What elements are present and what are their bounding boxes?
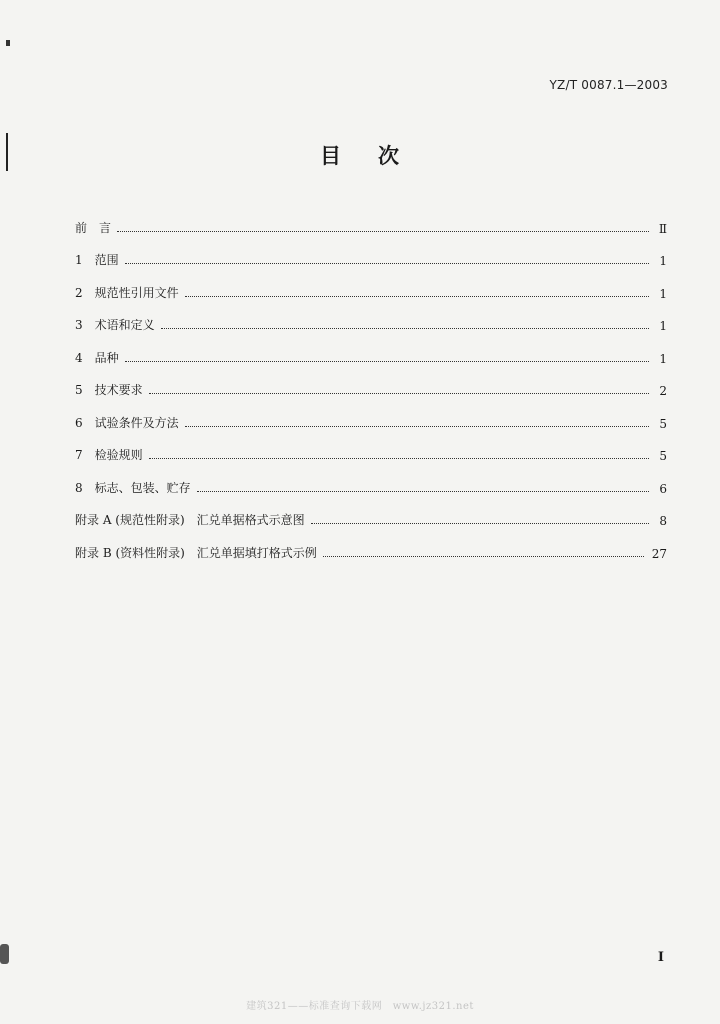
- toc-entry-scope[interactable]: [75, 236, 667, 269]
- toc-entry-foreword[interactable]: [75, 203, 667, 236]
- toc-entry-varieties[interactable]: [75, 333, 667, 366]
- scan-edge-tick: [6, 40, 10, 46]
- toc-entry-label: 1 范围: [75, 253, 119, 267]
- toc-dot-leader: [323, 555, 644, 557]
- page-title-char-2: 次: [378, 144, 400, 168]
- toc-entry-label: 2 规范性引用文件: [75, 285, 179, 300]
- toc-entry-page: 27: [651, 546, 667, 561]
- toc-entry-page: 1: [659, 286, 667, 301]
- toc-entry-label: 3 术语和定义: [75, 318, 155, 332]
- toc-dot-leader: [149, 392, 649, 394]
- toc-dot-leader: [185, 425, 649, 427]
- toc-dot-leader: [197, 490, 649, 492]
- standard-code: YZ/T 0087.1—2003: [549, 78, 668, 92]
- toc-entry-label: 附录 A (规范性附录) 汇兑单据格式示意图: [75, 513, 305, 527]
- toc-dot-leader: [125, 262, 649, 264]
- toc-entry-page: 8: [659, 514, 667, 528]
- toc-entry-inspection-rules[interactable]: [75, 431, 667, 464]
- toc-entry-marking-packaging[interactable]: [75, 463, 667, 496]
- toc-entry-page: 5: [659, 416, 667, 431]
- page-title-char-1: 目: [320, 144, 342, 168]
- toc-entry-technical-requirements[interactable]: [75, 366, 667, 399]
- toc-dot-leader: [149, 457, 649, 459]
- toc-entry-annex-a[interactable]: [75, 496, 667, 529]
- toc-entry-label: 7 检验规则: [75, 448, 143, 462]
- toc-dot-leader: [125, 360, 649, 362]
- toc-dot-leader: [311, 522, 649, 524]
- toc-entry-page: 1: [659, 351, 667, 366]
- toc-entry-page: 1: [659, 254, 667, 268]
- site-watermark: 建筑321——标准查询下载网 www.jz321.net: [246, 1001, 474, 1012]
- toc-entry-label: 6 试验条件及方法: [75, 415, 179, 430]
- toc-entry-annex-b[interactable]: [75, 528, 667, 561]
- toc-dot-leader: [185, 295, 649, 297]
- toc-entry-label: 附录 B (资料性附录) 汇兑单据填打格式示例: [75, 545, 317, 560]
- page-title: [0, 140, 720, 170]
- toc-entry-label: 4 品种: [75, 350, 119, 365]
- toc-entry-page: 5: [659, 449, 667, 463]
- table-of-contents: [75, 203, 667, 561]
- toc-entry-page: 2: [659, 384, 667, 398]
- toc-entry-test-conditions[interactable]: [75, 398, 667, 431]
- toc-entry-normative-references[interactable]: [75, 268, 667, 301]
- page-number: I: [657, 950, 664, 965]
- toc-entry-page: Ⅱ: [658, 221, 667, 236]
- toc-dot-leader: [117, 230, 649, 232]
- toc-entry-label: 5 技术要求: [75, 383, 143, 397]
- toc-entry-page: 1: [659, 319, 667, 333]
- toc-dot-leader: [161, 327, 649, 329]
- scan-edge-blot: [0, 944, 9, 964]
- toc-entry-label: 8 标志、包装、贮存: [75, 480, 191, 495]
- toc-entry-terms-definitions[interactable]: [75, 301, 667, 334]
- toc-entry-page: 6: [659, 481, 667, 496]
- toc-entry-label: 前 言: [75, 220, 112, 235]
